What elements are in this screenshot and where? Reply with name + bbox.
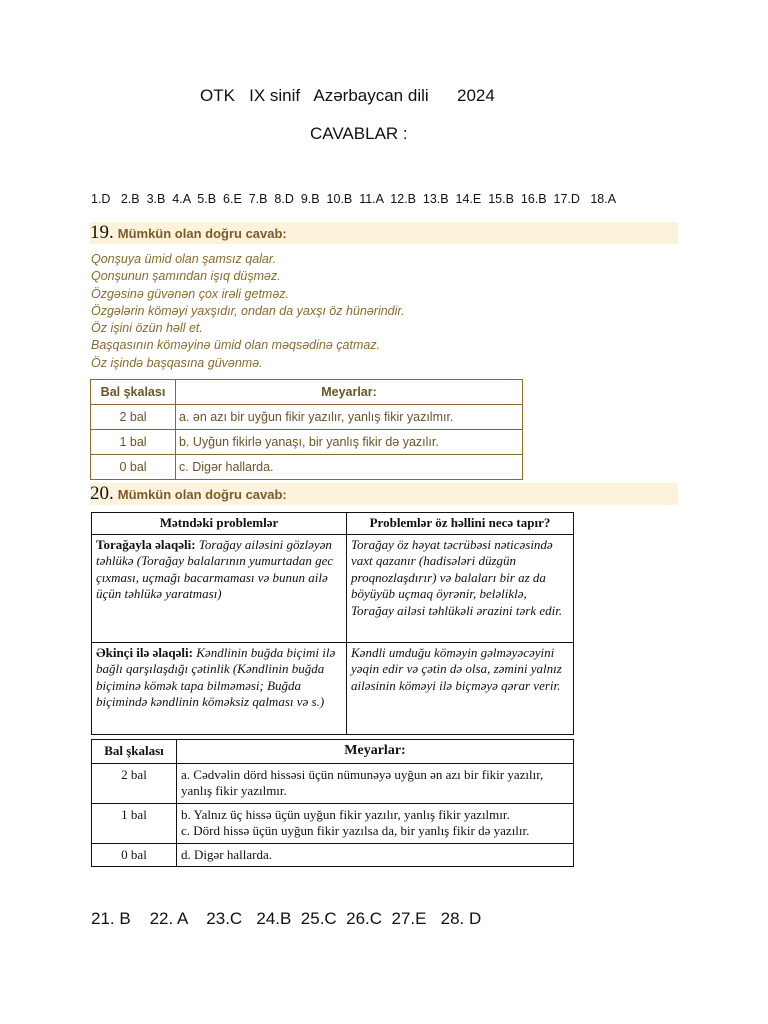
answer-key-21-28: 21. B 22. A 23.C 24.B 25.C 26.C 27.E 28. D [91,909,482,928]
score-cell: 1 bal [92,803,177,843]
score-cell: 2 bal [91,405,176,430]
question-label: Mümkün olan doğru cavab: [117,226,287,241]
table-row [92,803,574,843]
criteria-cell: a. ən azı bir uyğun fikir yazılır, yanlış fikir yazılmır. [176,405,523,430]
question-number: 20. [90,483,114,504]
table-header-row [92,513,574,535]
score-cell: 1 bal [91,430,176,455]
solution-text: Torağay öz həyat təcrübəsi nəticəsində vaxt qazanır (hadisələri düzgün proqnozlaşdırır) və balaları bir az da böyüyüb uçmaq öyrənir, beləliklə, Torağay ailəsi təhlükəli ərazini tərk edir. [351,536,563,618]
score-cell: 0 bal [91,455,176,480]
proverb: Özgəsinə güvənən çox irəli getməz. [91,286,290,301]
question-19-header [90,222,678,244]
table-header: Meyarlar: [177,740,574,764]
table-header-row [92,740,574,764]
table-row [92,534,574,642]
solution-cell [347,642,574,734]
proverb: Başqasının köməyinə ümid olan məqsədinə çatmaz. [91,338,381,353]
score-cell: 0 bal [92,843,177,867]
score-table-20 [91,739,574,867]
problem-cell [92,534,347,642]
proverb: Öz işində başqasına güvənmə. [91,355,263,370]
solution-cell [347,534,574,642]
proverb: Özgələrin köməyi yaxşıdır, ondan da yaxşı öz hünərindir. [91,303,405,318]
table-header: Mətndəki problemlər [92,513,347,535]
table-row [91,430,523,455]
proverb-list [91,251,405,372]
table-row [92,843,574,867]
table-header-row [91,380,523,405]
criteria-cell [177,763,574,803]
table-row [91,455,523,480]
table-header: Meyarlar: [176,380,523,405]
problem-cell [92,642,347,734]
score-cell: 2 bal [92,763,177,803]
score-table-19 [90,379,523,480]
proverb: Qonşunun şamından işıq düşməz. [91,269,281,284]
problem-lead: Torağayla əlaqəli: [96,536,196,552]
table-header: Bal şkalası [92,740,177,764]
page-title: OTK IX sinif Azərbaycan dili 2024 [200,86,495,105]
proverb: Qonşuya ümid olan şamsız qalar. [91,252,277,266]
criteria-cell: c. Digər hallarda. [176,455,523,480]
problem-text: Torağay ailəsini gözləyən təhlükə (Torağay balalarının yumurtadan gec çıxması, uçmağı bacarmaması və bunun ailə üçün təhlükə yaratması) [96,536,334,601]
criteria-line: d. Digər hallarda. [181,846,272,862]
criteria-line: c. Dörd hissə üçün uyğun fikir yazılsa da, bir yanlış fikir də yazılır. [181,823,530,838]
question-number: 19. [90,222,114,243]
table-header: Bal şkalası [91,380,176,405]
problems-table [91,512,574,735]
criteria-cell [177,803,574,843]
criteria-line: a. Cədvəlin dörd hissəsi üçün nümunəyə uyğun ən azı bir fikir yazılır, yanlış fikir yazılmır. [181,766,544,798]
table-row [91,405,523,430]
proverb: Öz işini özün həll et. [91,321,203,336]
criteria-cell: b. Uyğun fikirlə yanaşı, bir yanlış fikir də yazılır. [176,430,523,455]
problem-text: Kəndlinin buğda biçimi ilə bağlı qarşılaşdığı çətinlik (Kəndlinin buğda biçiminə kömək tapa bilməməsi; Buğda biçimində kəndlinin köməksiz qalması və s.) [96,644,336,709]
answer-key-1-18: 1.D 2.B 3.B 4.A 5.B 6.E 7.B 8.D 9.B 10.B 11.A 12.B 13.B 14.E 15.B 16.B 17.D 18.A [91,192,617,206]
criteria-cell [177,843,574,867]
solution-text: Kəndli umduğu köməyin gəlməyəcəyini yəqin edir və çətin də olsa, zəmini yalnız ailəsinin köməyi ilə biçməyə qərar verir. [351,644,562,693]
table-row [92,642,574,734]
table-row [92,763,574,803]
question-20-header [90,483,678,505]
page-subtitle: CAVABLAR : [310,124,408,143]
criteria-line: b. Yalnız üç hissə üçün uyğun fikir yazılır, yanlış fikir yazılmır. [181,806,510,822]
question-label: Mümkün olan doğru cavab: [117,487,287,502]
table-header: Problemlər öz həllini necə tapır? [347,513,574,535]
problem-lead: Əkinçi ilə əlaqəli: [96,644,193,660]
